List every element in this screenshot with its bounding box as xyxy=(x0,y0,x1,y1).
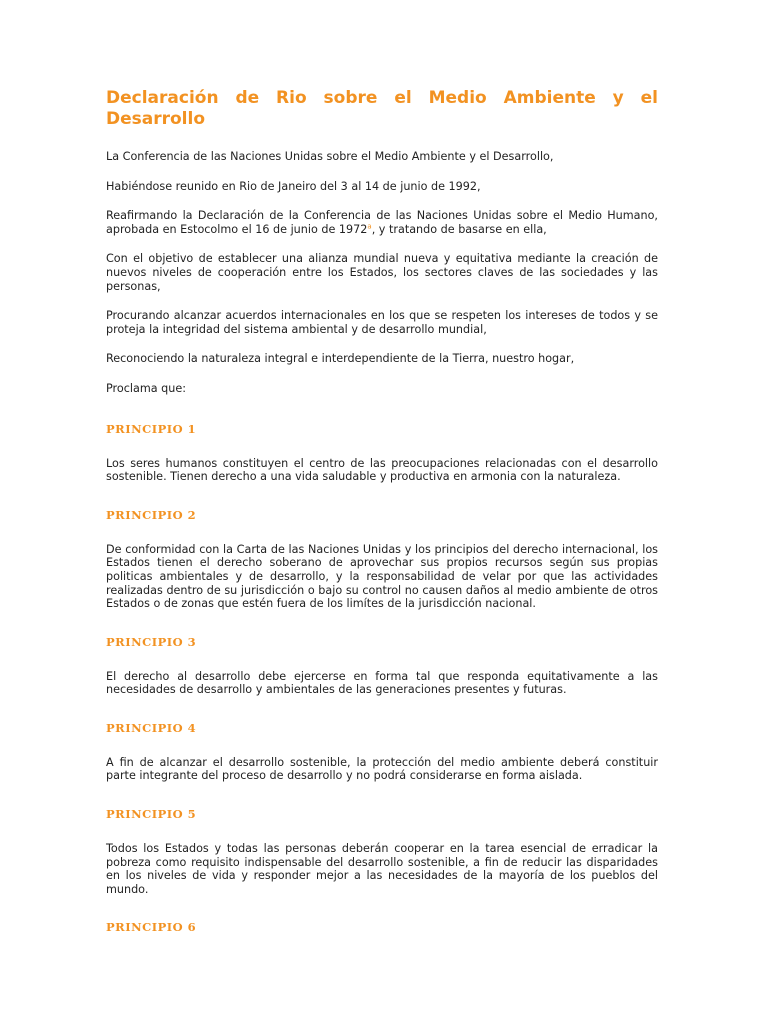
document-page xyxy=(106,88,658,955)
principle-4 xyxy=(106,721,658,783)
principle-3 xyxy=(106,635,658,697)
principle-2 xyxy=(106,508,658,611)
principle-text: Todos los Estados y todas las personas deberán cooperar en la tarea esencial de erradicar la pobreza como requisito indispensable del desarrollo sostenible, a fin de reducir las disparidades en los niveles de vida y responder mejor a las necesidades de la mayoría de los pueblos del mundo. xyxy=(106,842,658,896)
intro-paragraph-1: La Conferencia de las Naciones Unidas sobre el Medio Ambiente y el Desarrollo, xyxy=(106,150,554,163)
principle-text: Los seres humanos constituyen el centro de las preocupaciones relacionadas con el desarrollo sostenible. Tienen derecho a una vida saludable y productiva en armonia con la naturaleza. xyxy=(106,456,658,484)
reaffirming-text-end: , y tratando de basarse en ella, xyxy=(371,222,547,236)
principle-text: De conformidad con la Carta de las Naciones Unidas y los principios del derecho internacional, los Estados tienen el derecho soberano de aprovechar sus propios recursos según sus propias politicas ambientales y de desarrollo, y la responsabilidad de velar por que las actividades realizadas dentro de su jurisdicción o bajo su control no causen daños al medio ambiente de otros Estados o de zonas que estén fuera de los limítes de la jurisdicción nacional. xyxy=(106,542,658,611)
reaffirming-text: Reafirmando la Declaración de la Conferencia de las Naciones Unidas sobre el Medio Humano, aprobada en Estocolmo el 16 de junio de 1972 xyxy=(106,209,658,236)
principle-5 xyxy=(106,807,658,896)
principle-heading: PRINCIPIO 6 xyxy=(106,920,197,935)
preamble-paragraph-3: Reconociendo la naturaleza integral e interdependiente de la Tierra, nuestro hogar, xyxy=(106,352,575,366)
principle-heading: PRINCIPIO 2 xyxy=(106,507,197,522)
principle-heading: PRINCIPIO 3 xyxy=(106,634,197,649)
intro-paragraph-2: Habiéndose reunido en Rio de Janeiro del 3 al 14 de junio de 1992, xyxy=(106,179,481,193)
principle-6 xyxy=(106,920,658,934)
preamble-paragraph-2: Procurando alcanzar acuerdos internacionales en los que se respeten los intereses de todos y se proteja la integridad del sistema ambiental y de desarrollo mundial, xyxy=(106,309,658,336)
reaffirming-paragraph xyxy=(106,209,658,236)
proclamation-paragraph: Proclama que: xyxy=(106,381,187,395)
document-title: Declaración de Rio sobre el Medio Ambiente y el Desarrollo xyxy=(106,88,658,129)
principle-heading: PRINCIPIO 5 xyxy=(106,807,197,822)
preamble-paragraph-1: Con el objetivo de establecer una alianza mundial nueva y equitativa mediante la creación de nuevos niveles de cooperación entre los Estados, los sectores claves de las sociedades y las personas, xyxy=(106,252,658,293)
principle-heading: PRINCIPIO 4 xyxy=(106,720,197,735)
principle-text: El derecho al desarrollo debe ejercerse en forma tal que responda equitativamente a las necesidades de desarrollo y ambientales de las generaciones presentes y futuras. xyxy=(106,669,658,697)
principle-text: A fin de alcanzar el desarrollo sostenible, la protección del medio ambiente deberá constituir parte integrante del proceso de desarrollo y no podrá considerarse en forma aislada. xyxy=(106,755,658,783)
principle-heading: PRINCIPIO 1 xyxy=(106,421,197,436)
footnote-link[interactable]: a xyxy=(367,222,372,231)
principle-1 xyxy=(106,422,658,484)
